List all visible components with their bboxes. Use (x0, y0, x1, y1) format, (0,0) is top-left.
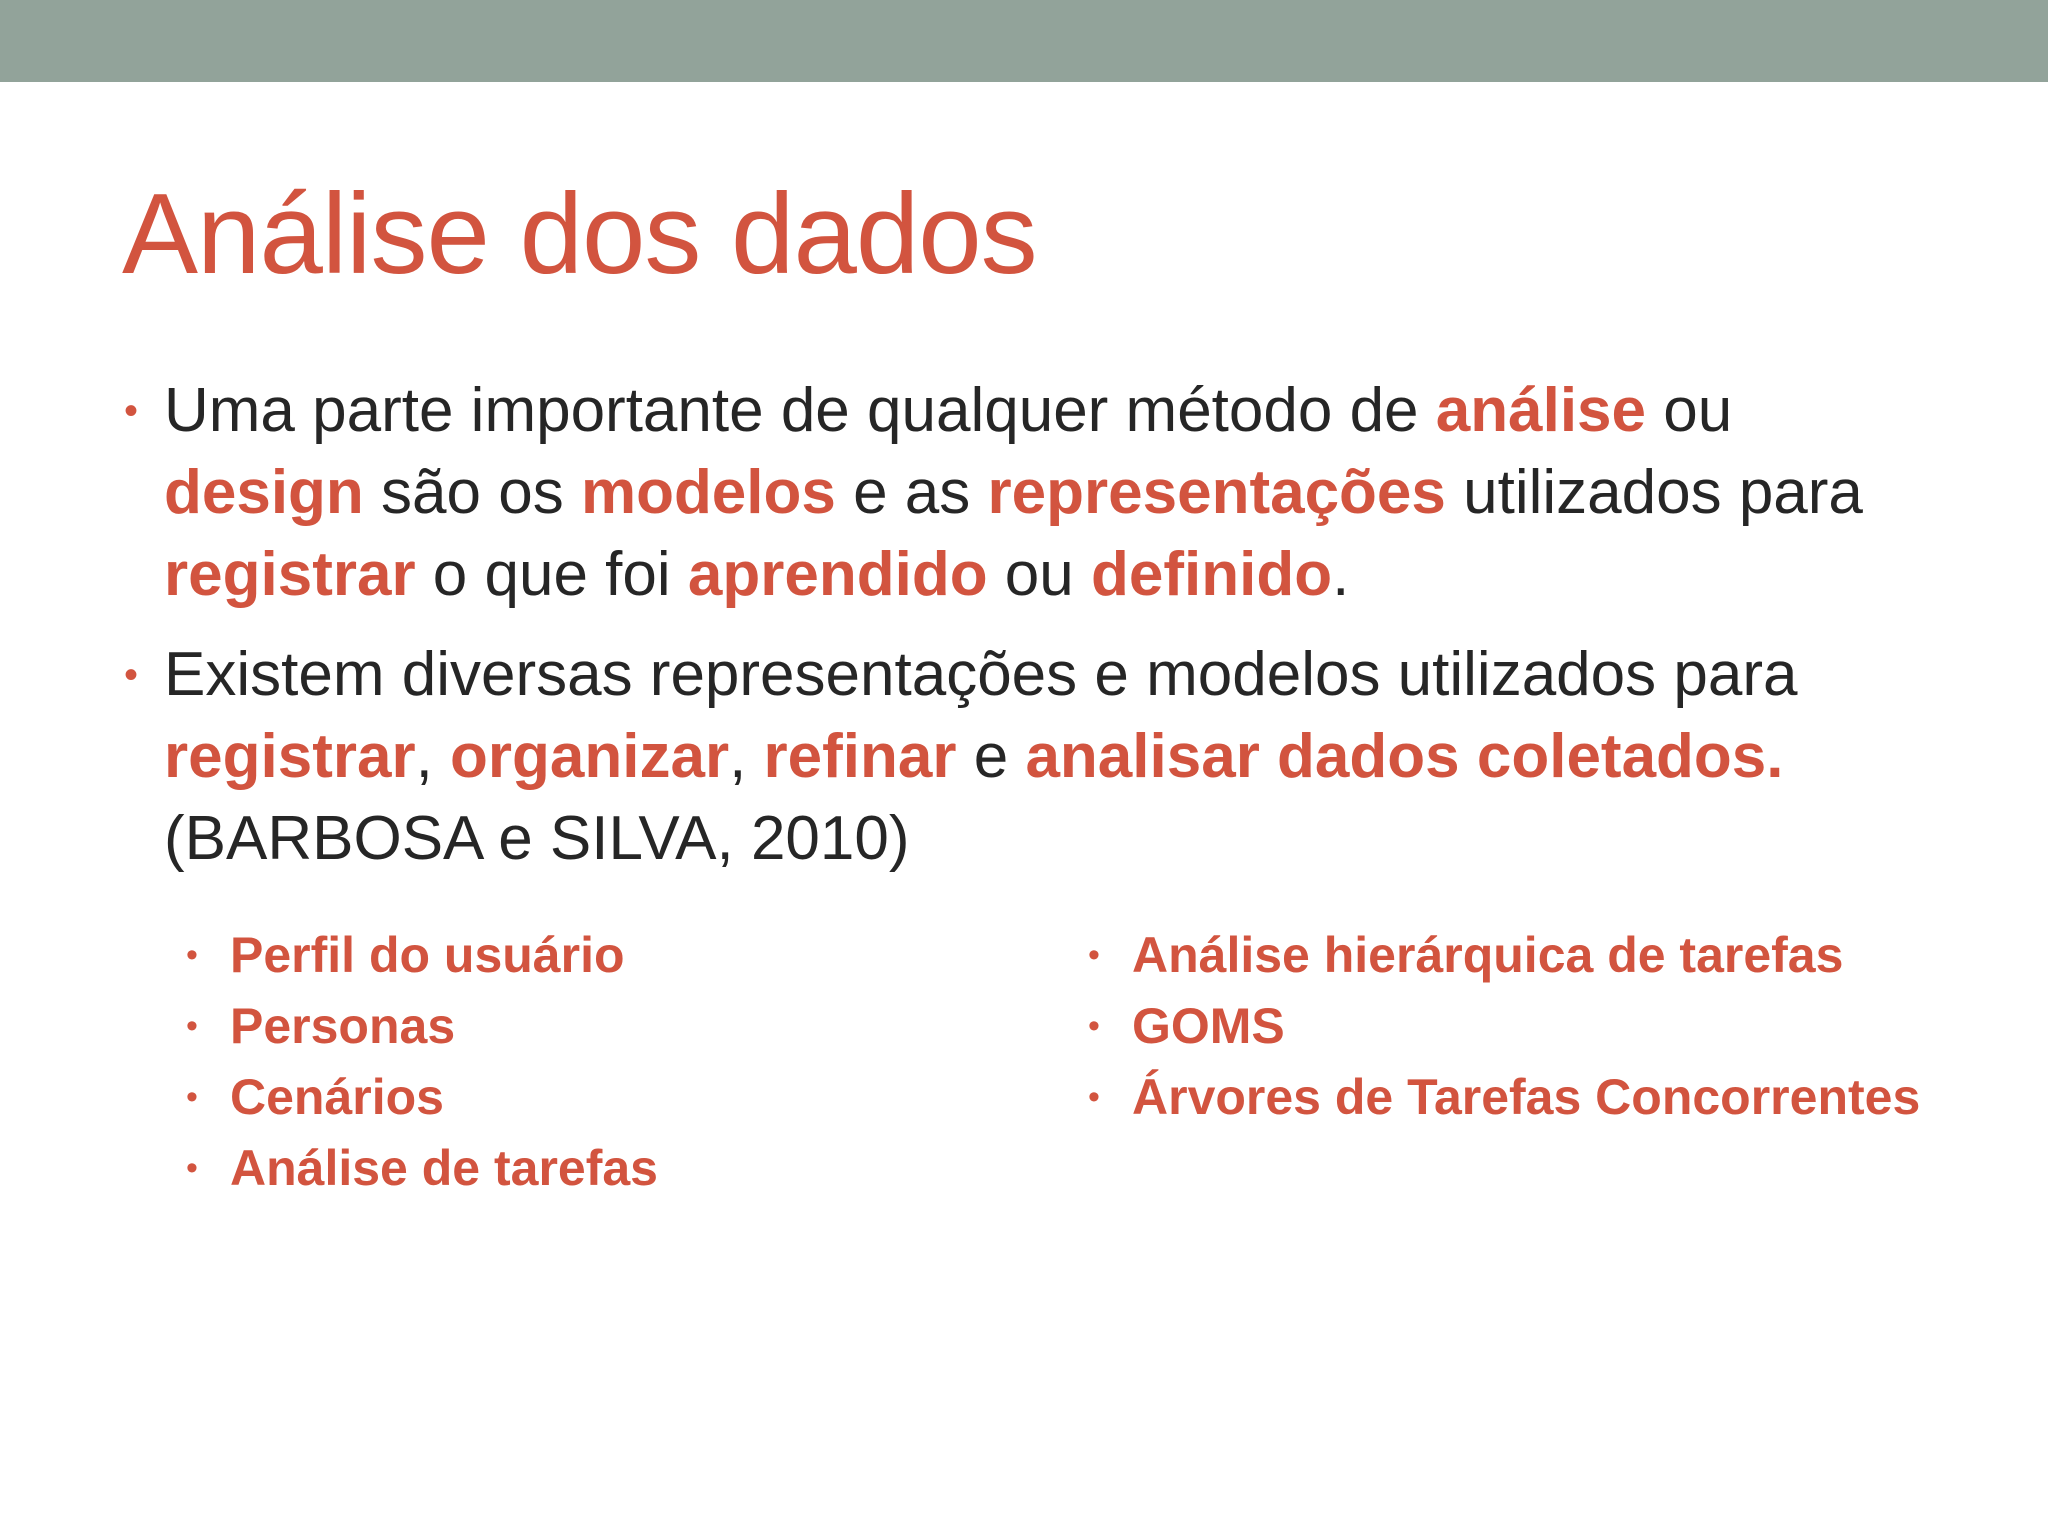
bullet-text-run: (BARBOSA e SILVA, 2010) (164, 804, 910, 873)
bullet-text-run: . (1332, 540, 1350, 609)
sub-item-label: Árvores de Tarefas Concorrentes (1132, 1069, 1921, 1125)
sub-item-label: Personas (230, 998, 456, 1054)
bullet-marker: • (124, 389, 139, 433)
sub-list-item (186, 1139, 906, 1197)
bullet-marker: • (186, 936, 198, 974)
sub-list-item (186, 1068, 906, 1126)
bullet-emphasis: registrar (164, 722, 416, 791)
sub-item-label: Perfil do usuário (230, 927, 625, 983)
bullet-text-run: e as (835, 458, 988, 527)
sub-list-item (1088, 926, 1988, 984)
bullet-emphasis: registrar (164, 540, 416, 609)
sub-list-right (1088, 926, 1988, 1139)
bullet-marker: • (186, 1007, 198, 1045)
bullet-item (122, 370, 1922, 616)
sub-list-left (186, 926, 906, 1210)
bullet-emphasis: refinar (763, 722, 957, 791)
bullet-emphasis: modelos (580, 458, 836, 527)
bullet-marker: • (1088, 936, 1100, 974)
sub-item-label: Análise de tarefas (230, 1140, 658, 1196)
sub-item-label: Análise hierárquica de tarefas (1132, 927, 1844, 983)
bullet-text-run: , (415, 722, 451, 791)
bullet-item (122, 634, 1922, 880)
sub-list-item (1088, 1068, 1988, 1126)
bullet-text-run: Uma parte importante de qualquer método de (164, 376, 1436, 445)
bullet-text-run: utilizados para (1445, 458, 1863, 527)
bullet-emphasis: definido (1091, 540, 1333, 609)
sub-item-label: GOMS (1132, 998, 1285, 1054)
bullet-text-run: , (729, 722, 764, 791)
bullet-text-run: o que foi (415, 540, 688, 609)
bullet-text-run: Existem diversas representações e modelos utilizados para (164, 640, 1798, 709)
bullet-marker: • (1088, 1078, 1100, 1116)
sub-item-label: Cenários (230, 1069, 444, 1125)
bullet-emphasis: design (164, 458, 364, 527)
bullet-emphasis: analisar dados coletados. (1025, 722, 1784, 791)
bullet-marker: • (186, 1078, 198, 1116)
bullet-text-run: são os (363, 458, 581, 527)
bullet-text-run: e (956, 722, 1026, 791)
bullet-emphasis: análise (1435, 376, 1647, 445)
bullet-text-run: ou (987, 540, 1091, 609)
bullet-text-run: ou (1646, 376, 1733, 445)
sub-list-item (186, 997, 906, 1055)
bullet-emphasis: aprendido (687, 540, 988, 609)
slide-title: Análise dos dados (122, 171, 1037, 298)
bullet-marker: • (1088, 1007, 1100, 1045)
bullet-marker: • (124, 653, 139, 697)
bullet-emphasis: representações (987, 458, 1446, 527)
bullet-emphasis: organizar (450, 722, 730, 791)
sub-list-item (1088, 997, 1988, 1055)
top-bar (0, 0, 2048, 82)
bullet-marker: • (186, 1149, 198, 1187)
sub-list-item (186, 926, 906, 984)
main-bullet-list (122, 370, 1922, 898)
bullet-text (164, 640, 1797, 873)
bullet-text (164, 376, 1863, 609)
